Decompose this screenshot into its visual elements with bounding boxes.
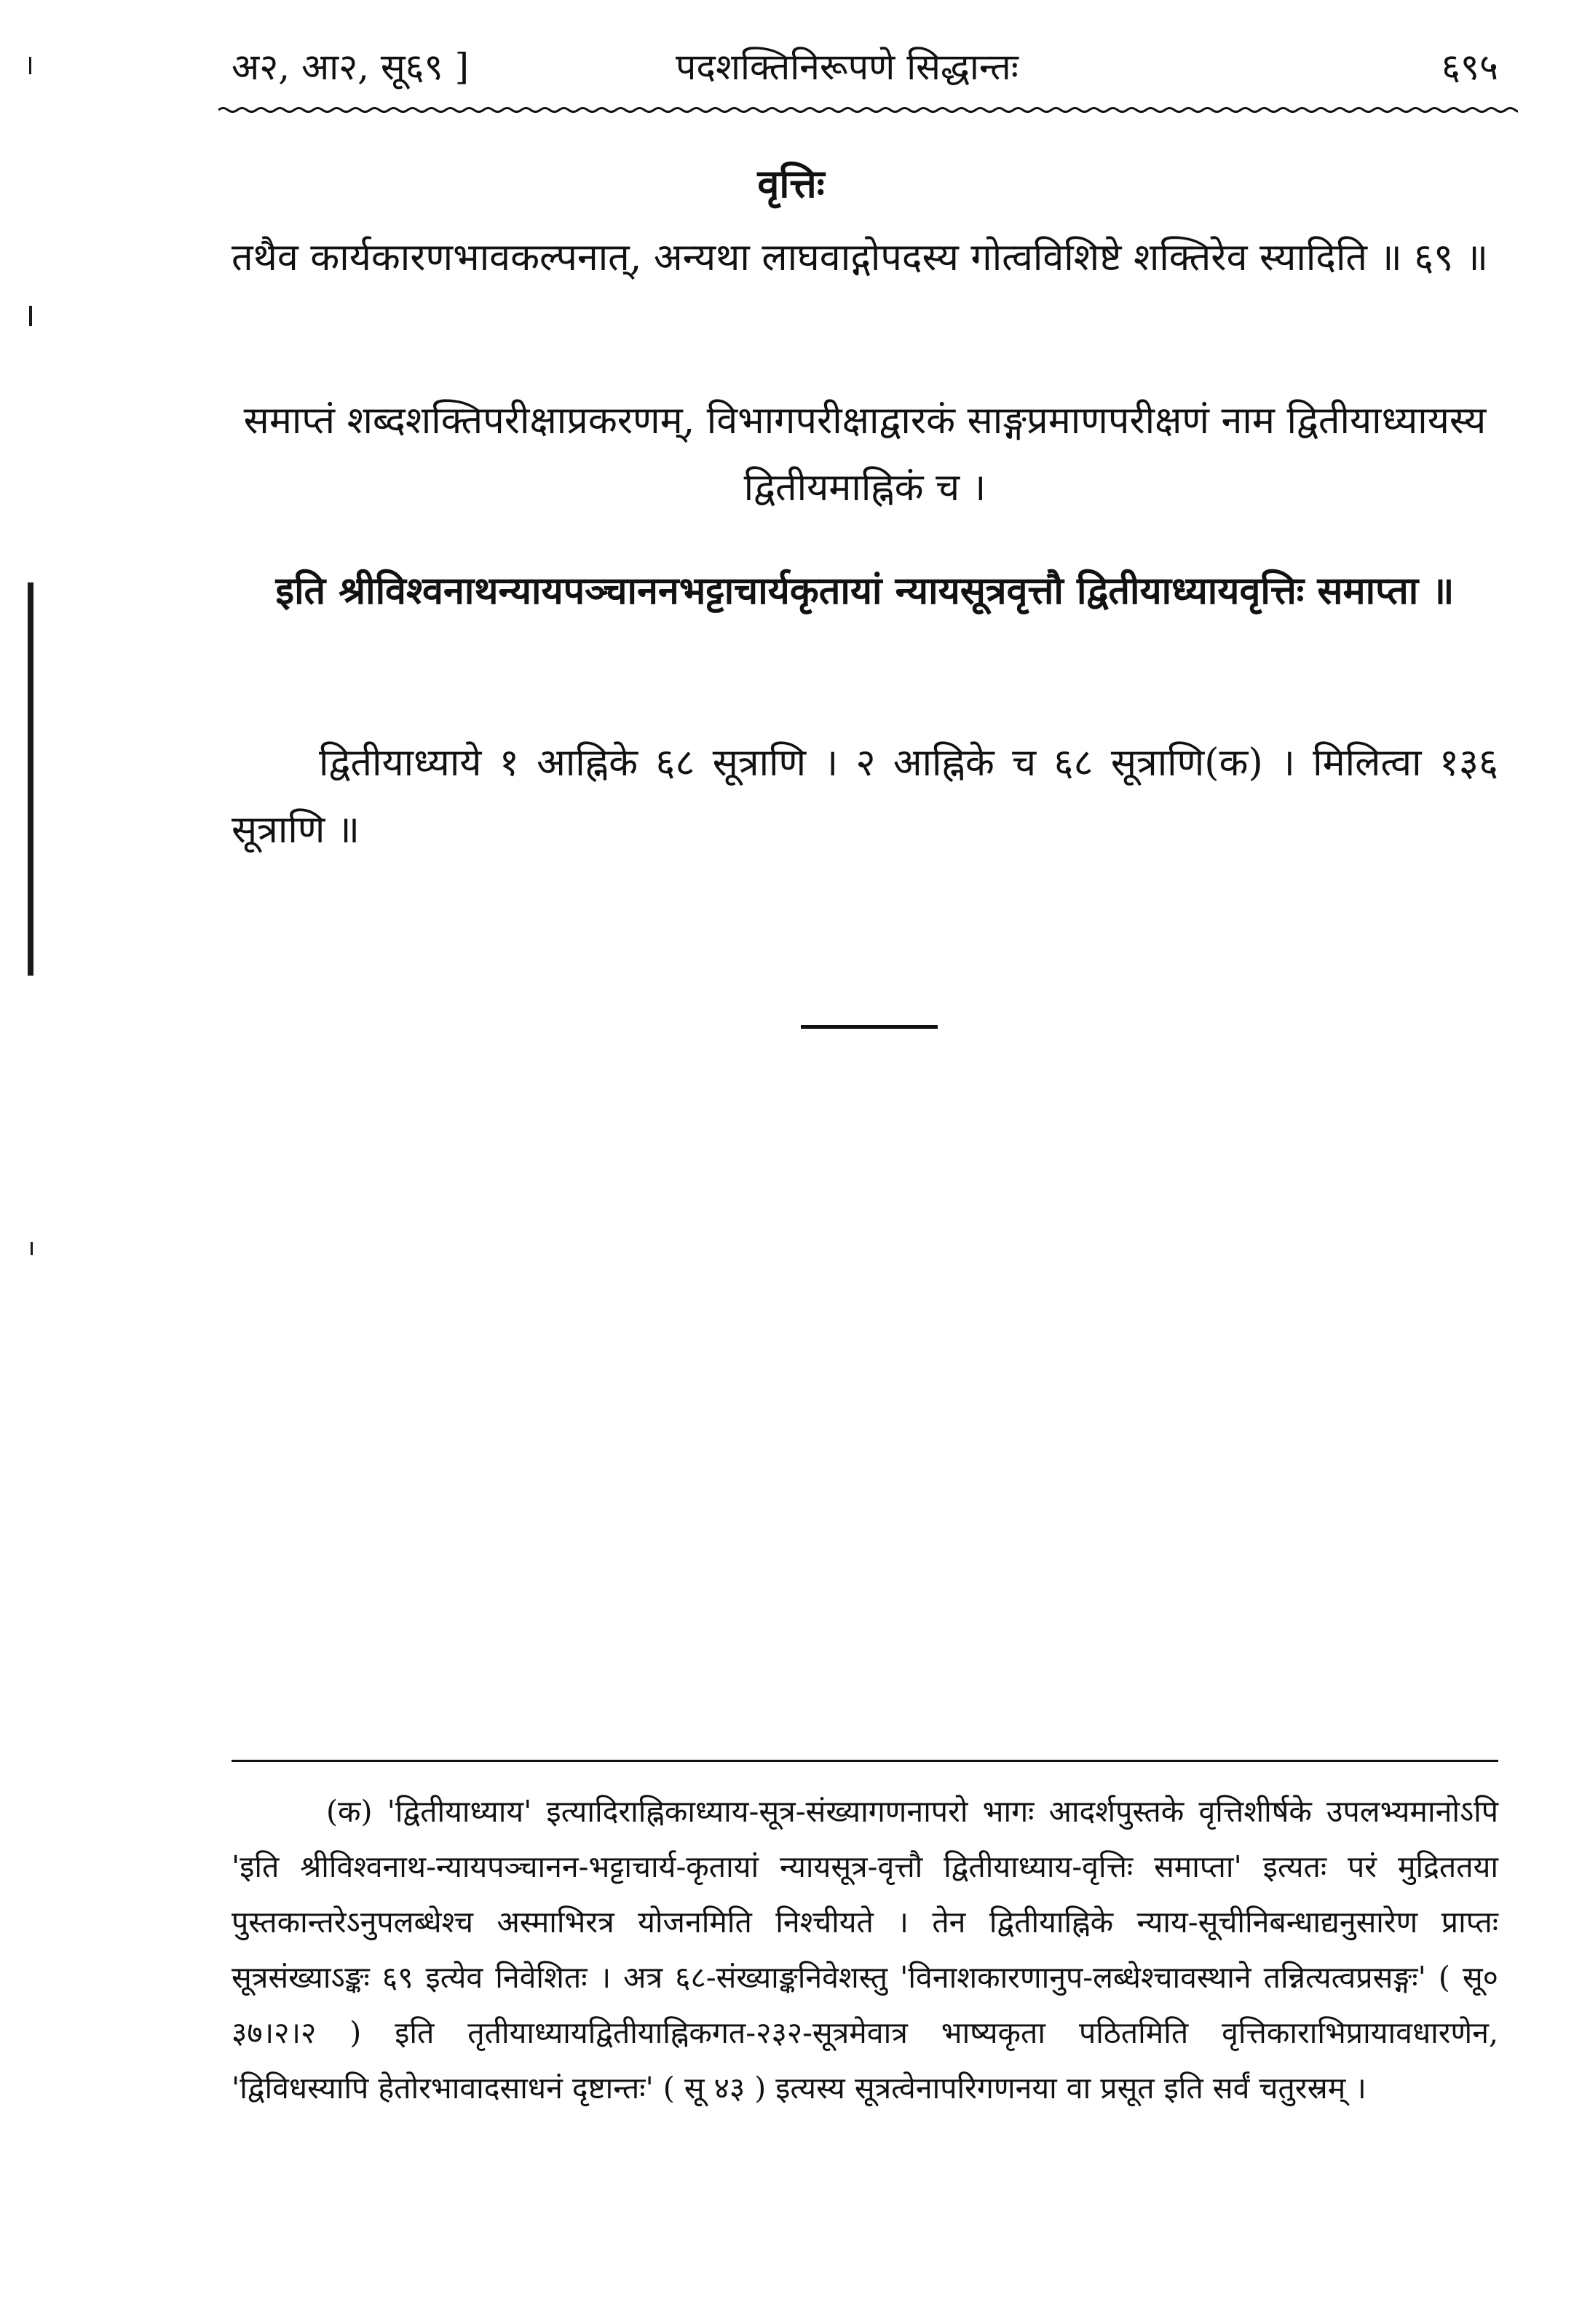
colophon-section-end: समाप्तं शब्दशक्तिपरीक्षाप्रकरणम्, विभागपरीक्षाद्वारकं साङ्गप्रमाणपरीक्षणं नाम द्वितीयाध्यायस्य द्वितीयमाह्निकं च । [243,399,1487,510]
scan-edge-mark [31,1242,33,1255]
header-title: पदशक्तिनिरूपणे सिद्धान्तः [676,46,1019,88]
scan-edge-mark [28,582,33,976]
vritti-paragraph: तथैव कार्यकारणभावकल्पनात्, अन्यथा लाघवाद्गोपदस्य गोत्वविशिष्टे शक्तिरेव स्यादिति ॥ ६९ ॥ [232,236,1489,280]
sutra-count-paragraph: द्वितीयाध्याये १ आह्निके ६८ सूत्राणि । २ आह्निके च ६८ सूत्राणि(क) । मिलित्वा १३६ सूत्राणि ॥ [232,741,1498,852]
vritti-heading: वृत्तिः [757,160,825,207]
footnote: (क) 'द्वितीयाध्याय' इत्यादिराह्निकाध्याय-सूत्र-संख्यागणनापरो भागः आदर्शपुस्तके वृत्तिशीर्षके उपलभ्यमानोऽपि 'इति श्रीविश्वनाथ-न्यायपञ्चानन-भट्टाचार्य-कृतायां न्यायसूत्र-वृत्तौ द्वितीयाध्याय-वृत्तिः समाप्ता' इत्यतः परं मुद्रिततया पुस्तकान्तरेऽनुपलब्धेश्च अस्माभिरत्र योजनमिति निश्चीयते । तेन द्वितीयाह्निके न्याय-सूचीनिबन्धाद्यनुसारेण प्राप्तः सूत्रसंख्याऽङ्कः ६९ इत्येव निवेशितः । अत्र ६८-संख्याङ्कनिवेशस्तु 'विनाशकारणानुप-लब्धेश्चावस्थाने तन्नित्यत्वप्रसङ्गः' ( सू० ३७।२।२ ) इति तृतीयाध्यायद्वितीयाह्निकगत-२३२-सूत्रमेवात्र भाष्यकृता पठितमिति वृत्तिकाराभिप्रायावधारणेन, 'द्विविधस्यापि हेतोरभावादसाधनं दृष्टान्तः' ( सू ४३ ) इत्यस्य सूत्रत्वेनापरिगणनया वा प्रसूत इति सर्वं चतुरस्रम् । [232,1794,1498,2106]
section-end-rule [801,1025,938,1029]
scan-edge-mark [29,306,32,326]
colophon-chapter-end: इति श्रीविश्वनाथन्यायपञ्चाननभट्टाचार्यकृतायां न्यायसूत्रवृत्तौ द्वितीयाध्यायवृत्तिः समाप्ता ॥ [275,569,1455,613]
running-header [232,38,1498,96]
header-wavy-rule [218,102,1518,118]
footnote-separator-rule [232,1760,1498,1762]
scan-edge-mark [29,57,31,74]
header-section-reference: अ२, आ२, सू६९ ] [232,46,470,88]
page-number: ६९५ [1441,46,1498,88]
